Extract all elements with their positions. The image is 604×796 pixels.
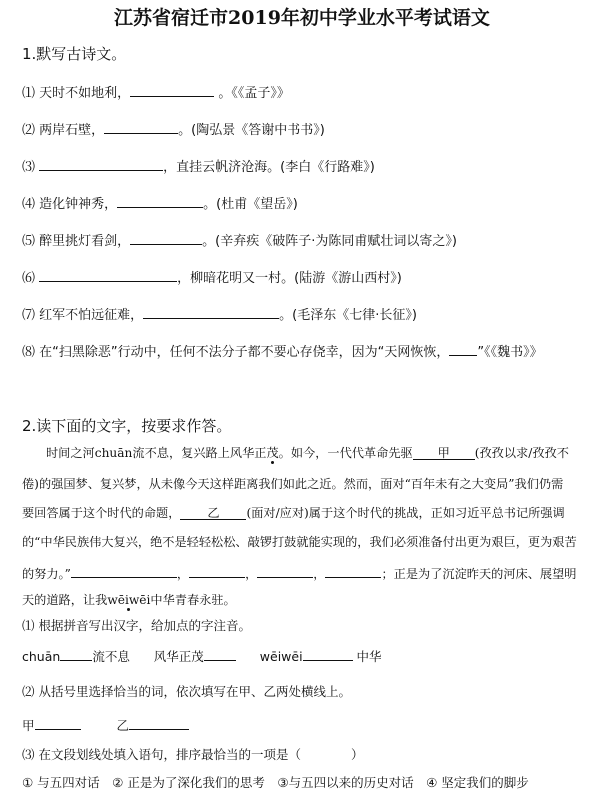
- answer-blank[interactable]: [204, 648, 236, 661]
- passage-line-3: 要回答属于这个时代的命题， 乙 (面对/应对)属于这个时代的挑战，正如习近平总书记所强调: [22, 506, 565, 520]
- answer-blank[interactable]: [39, 269, 177, 282]
- passage-line-6: 天的道路，让我wēiwēi中华青春永驻。: [22, 593, 236, 607]
- recite-item-3: ⑶ ，直挂云帆济沧海。(李白《行路难》): [22, 160, 375, 175]
- blank-sentence-3[interactable]: [257, 565, 313, 578]
- blank-sentence-1[interactable]: [71, 565, 177, 578]
- answer-blank[interactable]: [35, 717, 81, 730]
- section2-heading: 2.读下面的文字，按要求作答。: [22, 417, 232, 435]
- question-2-answers: 甲 乙: [22, 717, 189, 733]
- question-3: ⑶ 在文段划线处填入语句，排序最恰当的一项是（ ）: [22, 747, 364, 762]
- question-3-options: ① 与五四对话 ② 正是为了深化我们的思考 ③与五四以来的历史对话 ④ 坚定我们的脚步: [22, 775, 529, 790]
- question-1: ⑴ 根据拼音写出汉字，给加点的字注音。: [22, 618, 251, 633]
- question-2: ⑵ 从括号里选择恰当的词，依次填写在甲、乙两处横线上。: [22, 684, 351, 699]
- recite-item-8: ⑻ 在“扫黑除恶”行动中，任何不法分子都不要心存侥幸，因为“天网恢恢， ”《《魏书》》: [22, 345, 543, 360]
- recite-item-1: ⑴ 天时不如地利， 。《《孟子》》: [22, 86, 290, 101]
- passage-line-4: 的“中华民族伟大复兴，绝不是轻轻松松、敲锣打鼓就能实现的，我们必须准备付出更为艰巨，更为艰苦: [22, 535, 577, 549]
- page-title: 江苏省宿迁市2019年初中学业水平考试语文: [114, 7, 490, 29]
- recite-item-6: ⑹ ，柳暗花明又一村。(陆游《游山西村》): [22, 271, 402, 286]
- recite-item-5: ⑸ 醉里挑灯看剑， 。(辛弃疾《破阵子·为陈同甫赋壮词以寄之》): [22, 234, 457, 249]
- answer-blank[interactable]: [143, 306, 279, 319]
- answer-blank[interactable]: [39, 158, 163, 171]
- answer-blank[interactable]: [104, 121, 178, 134]
- passage-line-1: 时间之河chuān流不息，复兴路上风华正茂。如今，一代代革命先驱 甲 (孜孜以求/孜孜不: [46, 446, 569, 460]
- answer-blank[interactable]: [449, 343, 477, 356]
- answer-blank[interactable]: [303, 648, 353, 661]
- blank-yi[interactable]: 乙: [180, 507, 246, 520]
- recite-item-4: ⑷ 造化钟神秀， 。(杜甫《望岳》): [22, 197, 298, 212]
- passage-line-5: 的努力。” ， ， ， ；正是为了沉淀昨天的河床、展望明: [22, 567, 577, 581]
- answer-blank[interactable]: [129, 717, 189, 730]
- blank-sentence-2[interactable]: [189, 565, 245, 578]
- question-1-answers: chuān 流不息 风华正茂 wēiwēi 中华: [22, 649, 382, 664]
- answer-blank[interactable]: [130, 84, 214, 97]
- blank-sentence-4[interactable]: [325, 565, 381, 578]
- answer-blank[interactable]: [117, 195, 203, 208]
- section1-heading: 1.默写古诗文。: [22, 45, 127, 63]
- recite-item-2: ⑵ 两岸石壁， 。(陶弘景《答谢中书书》): [22, 123, 325, 138]
- blank-jia[interactable]: 甲: [413, 447, 475, 460]
- answer-blank[interactable]: [130, 232, 202, 245]
- answer-blank[interactable]: [60, 648, 92, 661]
- passage-line-2: 倦)的强国梦、复兴梦，从未像今天这样距离我们如此之近。然而，面对“百年未有之大变局”我们仍需: [22, 477, 564, 491]
- recite-item-7: ⑺ 红军不怕远征难， 。(毛泽东《七律·长征》): [22, 308, 417, 323]
